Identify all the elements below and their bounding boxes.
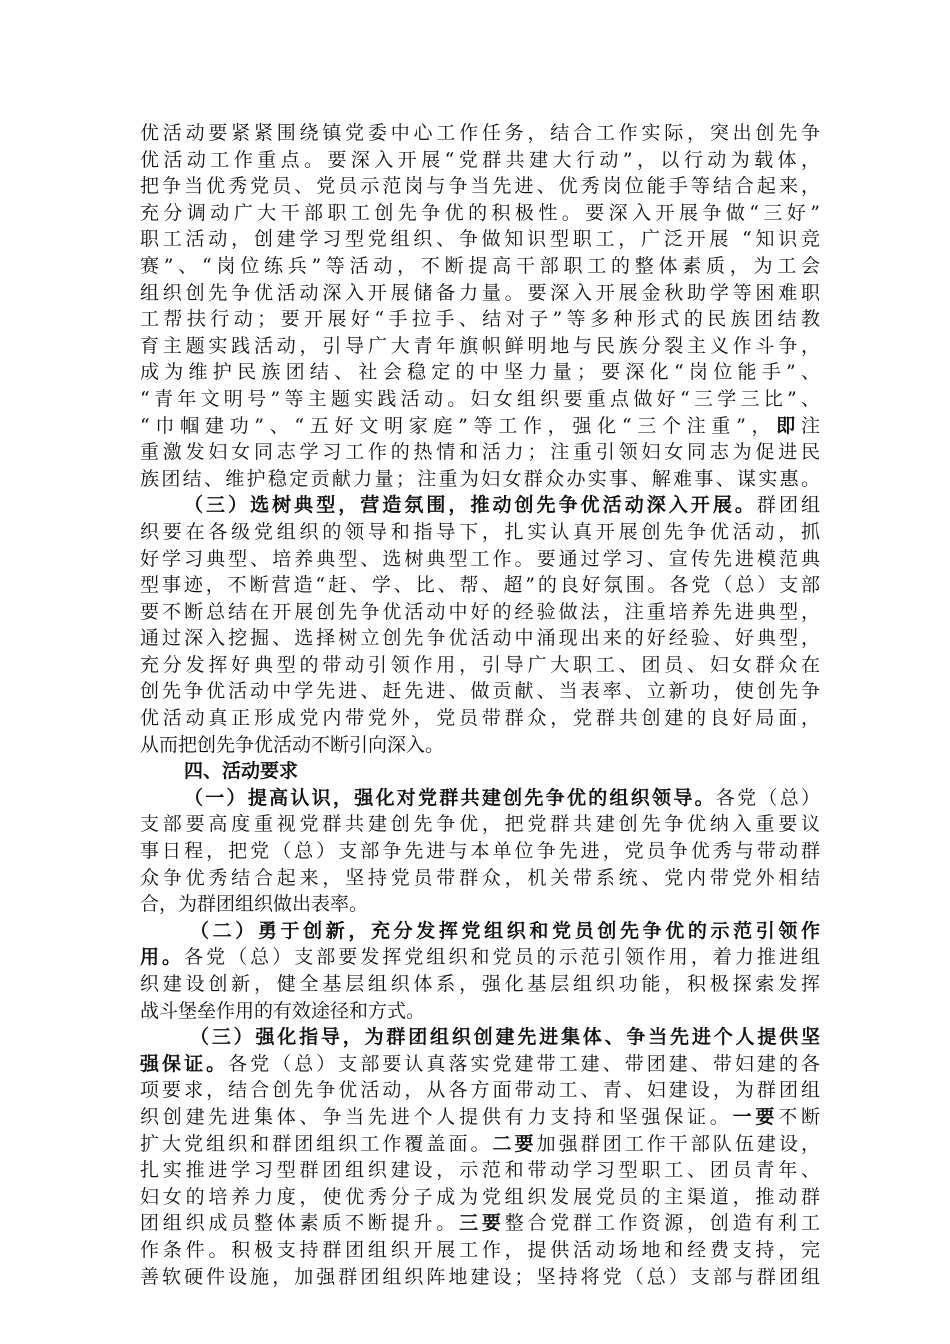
text-line <box>140 811 820 838</box>
body-text: 织建设创新，健全基层组织体系，强化基层组织功能，积极探索发挥 <box>140 973 820 995</box>
body-text: 注 <box>800 414 820 437</box>
text-line <box>140 1024 820 1051</box>
text-line <box>140 546 820 573</box>
text-line <box>140 306 820 333</box>
text-line <box>140 519 820 546</box>
body-text: 各党（总）支部要发挥党组织和党员的示范引领作用，着力推进组 <box>184 946 820 969</box>
text-line <box>140 758 820 785</box>
text-line <box>140 1237 820 1264</box>
text-line <box>140 785 820 812</box>
body-text: 通过深入挖掘、选择树立创先争优活动中涌现出来的好经验、好典型， <box>140 627 820 650</box>
bold-text: 四、活动要求 <box>184 760 299 783</box>
text-line <box>140 998 820 1025</box>
bold-text: 二要 <box>492 1132 537 1155</box>
body-text: 团组织成员整体素质不断提升。 <box>140 1212 460 1235</box>
text-line <box>140 1184 820 1211</box>
text-line <box>140 386 820 413</box>
text-line <box>140 439 820 466</box>
bold-text: （三）强化指导，为群团组织创建先进集体、争当先进个人提供坚 <box>190 1026 820 1049</box>
text-line <box>140 625 820 652</box>
body-text: 不断 <box>778 1105 820 1128</box>
text-line <box>140 599 820 626</box>
text-line <box>140 732 820 759</box>
text-line <box>140 865 820 892</box>
text-line <box>140 147 820 174</box>
text-line <box>140 413 820 440</box>
text-line <box>140 492 820 519</box>
text-line <box>140 253 820 280</box>
body-text: 作条件。积极支持群团组织开展工作，提供活动场地和经费支持，完 <box>140 1238 820 1261</box>
text-line <box>140 1157 820 1184</box>
body-text: 支部要高度重视党群共建创先争优，把党群共建创先争优纳入重要议 <box>140 813 820 836</box>
text-line <box>140 944 820 971</box>
body-text: 事日程，把党（总）支部争先进与本单位争先进，党员争优秀与带动群 <box>140 840 820 863</box>
body-text: 织创建先进集体、争当先进个人提供有力支持和坚强保证。 <box>140 1105 733 1128</box>
body-text: 重激发妇女同志学习工作的热情和活力；注重引领妇女同志为促进民 <box>140 441 820 464</box>
body-text: 优活动要紧紧围绕镇党委中心工作任务，结合工作实际，突出创先争 <box>140 122 820 144</box>
body-text: 组织创先争优活动深入开展储备力量。要深入开展金秋助学等困难职 <box>140 281 820 304</box>
body-text: 育主题实践活动，引导广大青年旗帜鲜明地与民族分裂主义作斗争， <box>140 334 820 357</box>
body-text: 善软硬件设施，加强群团组织阵地建设；坚持将党（总）支部与群团组 <box>140 1265 820 1288</box>
text-line <box>140 891 820 918</box>
body-text: 型事迹，不断营造“赶、学、比、帮、超”的良好氛围。各党（总）支部 <box>140 574 820 597</box>
text-line <box>140 280 820 307</box>
text-line <box>140 333 820 360</box>
body-text: 优活动工作重点。要深入开展“党群共建大行动”，以行动为载体， <box>140 148 820 171</box>
body-text: 充分发挥好典型的带动引领作用，引导广大职工、团员、妇女群众在 <box>140 653 820 676</box>
text-line <box>140 1210 820 1237</box>
body-text: 职工活动，创建学习型党组织、争做知识型职工，广泛开展 “知识竞 <box>140 228 820 251</box>
bold-text: （三）选树典型，营造氛围，推动创先争优活动深入开展。 <box>184 494 757 517</box>
bold-text: 强保证。 <box>140 1052 229 1075</box>
bold-text: 即 <box>776 414 801 437</box>
body-text: 工帮扶行动；要开展好“手拉手、结对子”等多种形式的民族团结教 <box>140 308 820 331</box>
body-text: 好学习典型、培养典型、选树典型工作。要通过学习、宣传先进模范典 <box>140 547 820 570</box>
text-line <box>140 1077 820 1104</box>
text-line <box>140 1131 820 1158</box>
body-text: 创先争优活动中学先进、赶先进、做贡献、当表率、立新功，使创先争 <box>140 680 820 703</box>
text-line <box>140 652 820 679</box>
body-text: 从而把创先争优活动不断引向深入。 <box>140 733 445 756</box>
body-text: “青年文明号”等主题实践活动。妇女组织要重点做好“三学三比”、 <box>140 387 820 410</box>
text-line <box>140 971 820 998</box>
body-text: 各党（总）支部要认真落实党建带工建、带团建、带妇建的各 <box>228 1052 820 1075</box>
text-line <box>140 1051 820 1078</box>
body-text: 扩大党组织和群团组织工作覆盖面。 <box>140 1132 493 1155</box>
body-text: 妇女的培养力度，使优秀分子成为党组织发展党员的主渠道，推动群 <box>140 1185 820 1208</box>
body-text: 扎实推进学习型群团组织建设，示范和带动学习型职工、团员青年、 <box>140 1159 820 1182</box>
body-text: 成为维护民族团结、社会稳定的中坚力量；要深化“岗位能手”、 <box>140 361 820 384</box>
document-page <box>140 120 820 1290</box>
text-line <box>140 120 820 147</box>
text-line <box>140 466 820 493</box>
body-text: 充分调动广大干部职工创先争优的积极性。要深入开展争做“三好” <box>140 201 820 224</box>
text-line <box>140 838 820 865</box>
bold-text: （一）提高认识，强化对党群共建创先争优的组织领导。 <box>184 786 716 809</box>
body-text: 整合党群工作资源，创造有利工 <box>504 1212 820 1235</box>
body-text: 各党（总） <box>715 786 820 809</box>
body-text: 把争当优秀党员、党员示范岗与争当先进、优秀岗位能手等结合起来， <box>140 175 820 198</box>
text-line <box>140 200 820 227</box>
body-text: 族团结、维护稳定贡献力量；注重为妇女群众办实事、解难事、谋实惠。 <box>140 467 820 490</box>
bold-text: 一要 <box>732 1105 779 1128</box>
body-text: 战斗堡垒作用的有效途径和方式。 <box>140 999 426 1022</box>
text-line <box>140 1104 820 1131</box>
body-text: 项要求，结合创先争优活动，从各方面带动工、青、妇建设，为群团组 <box>140 1079 820 1102</box>
text-line <box>140 678 820 705</box>
text-line <box>140 572 820 599</box>
text-line <box>140 918 820 945</box>
text-line <box>140 1264 820 1291</box>
bold-text: 三要 <box>459 1212 505 1235</box>
text-line <box>140 173 820 200</box>
body-text: 加强群团工作干部队伍建设， <box>536 1132 820 1155</box>
body-text: 织要在各级党组织的领导和指导下，扎实认真开展创先争优活动，抓 <box>140 520 820 543</box>
body-text: 优活动真正形成党内带党外，党员带群众，党群共创建的良好局面， <box>140 707 820 730</box>
body-text: “巾帼建功”、“五好文明家庭”等工作，强化“三个注重”， <box>140 414 777 437</box>
text-line <box>140 359 820 386</box>
bold-text: （二）勇于创新，充分发挥党组织和党员创先争优的示范引领作 <box>190 919 820 942</box>
bold-text: 用。 <box>140 946 185 969</box>
body-text: 众争优秀结合起来，坚持党员带群众，机关带系统、党内带党外相结 <box>140 866 820 889</box>
body-text: 群团组 <box>756 494 820 517</box>
body-text: 赛”、“岗位练兵”等活动，不断提高干部职工的整体素质，为工会 <box>140 254 820 277</box>
text-line <box>140 705 820 732</box>
body-text: 要不断总结在开展创先争优活动中好的经验做法，注重培养先进典型， <box>140 600 820 623</box>
text-line <box>140 226 820 253</box>
body-text: 合，为群团组织做出表率。 <box>140 893 369 916</box>
